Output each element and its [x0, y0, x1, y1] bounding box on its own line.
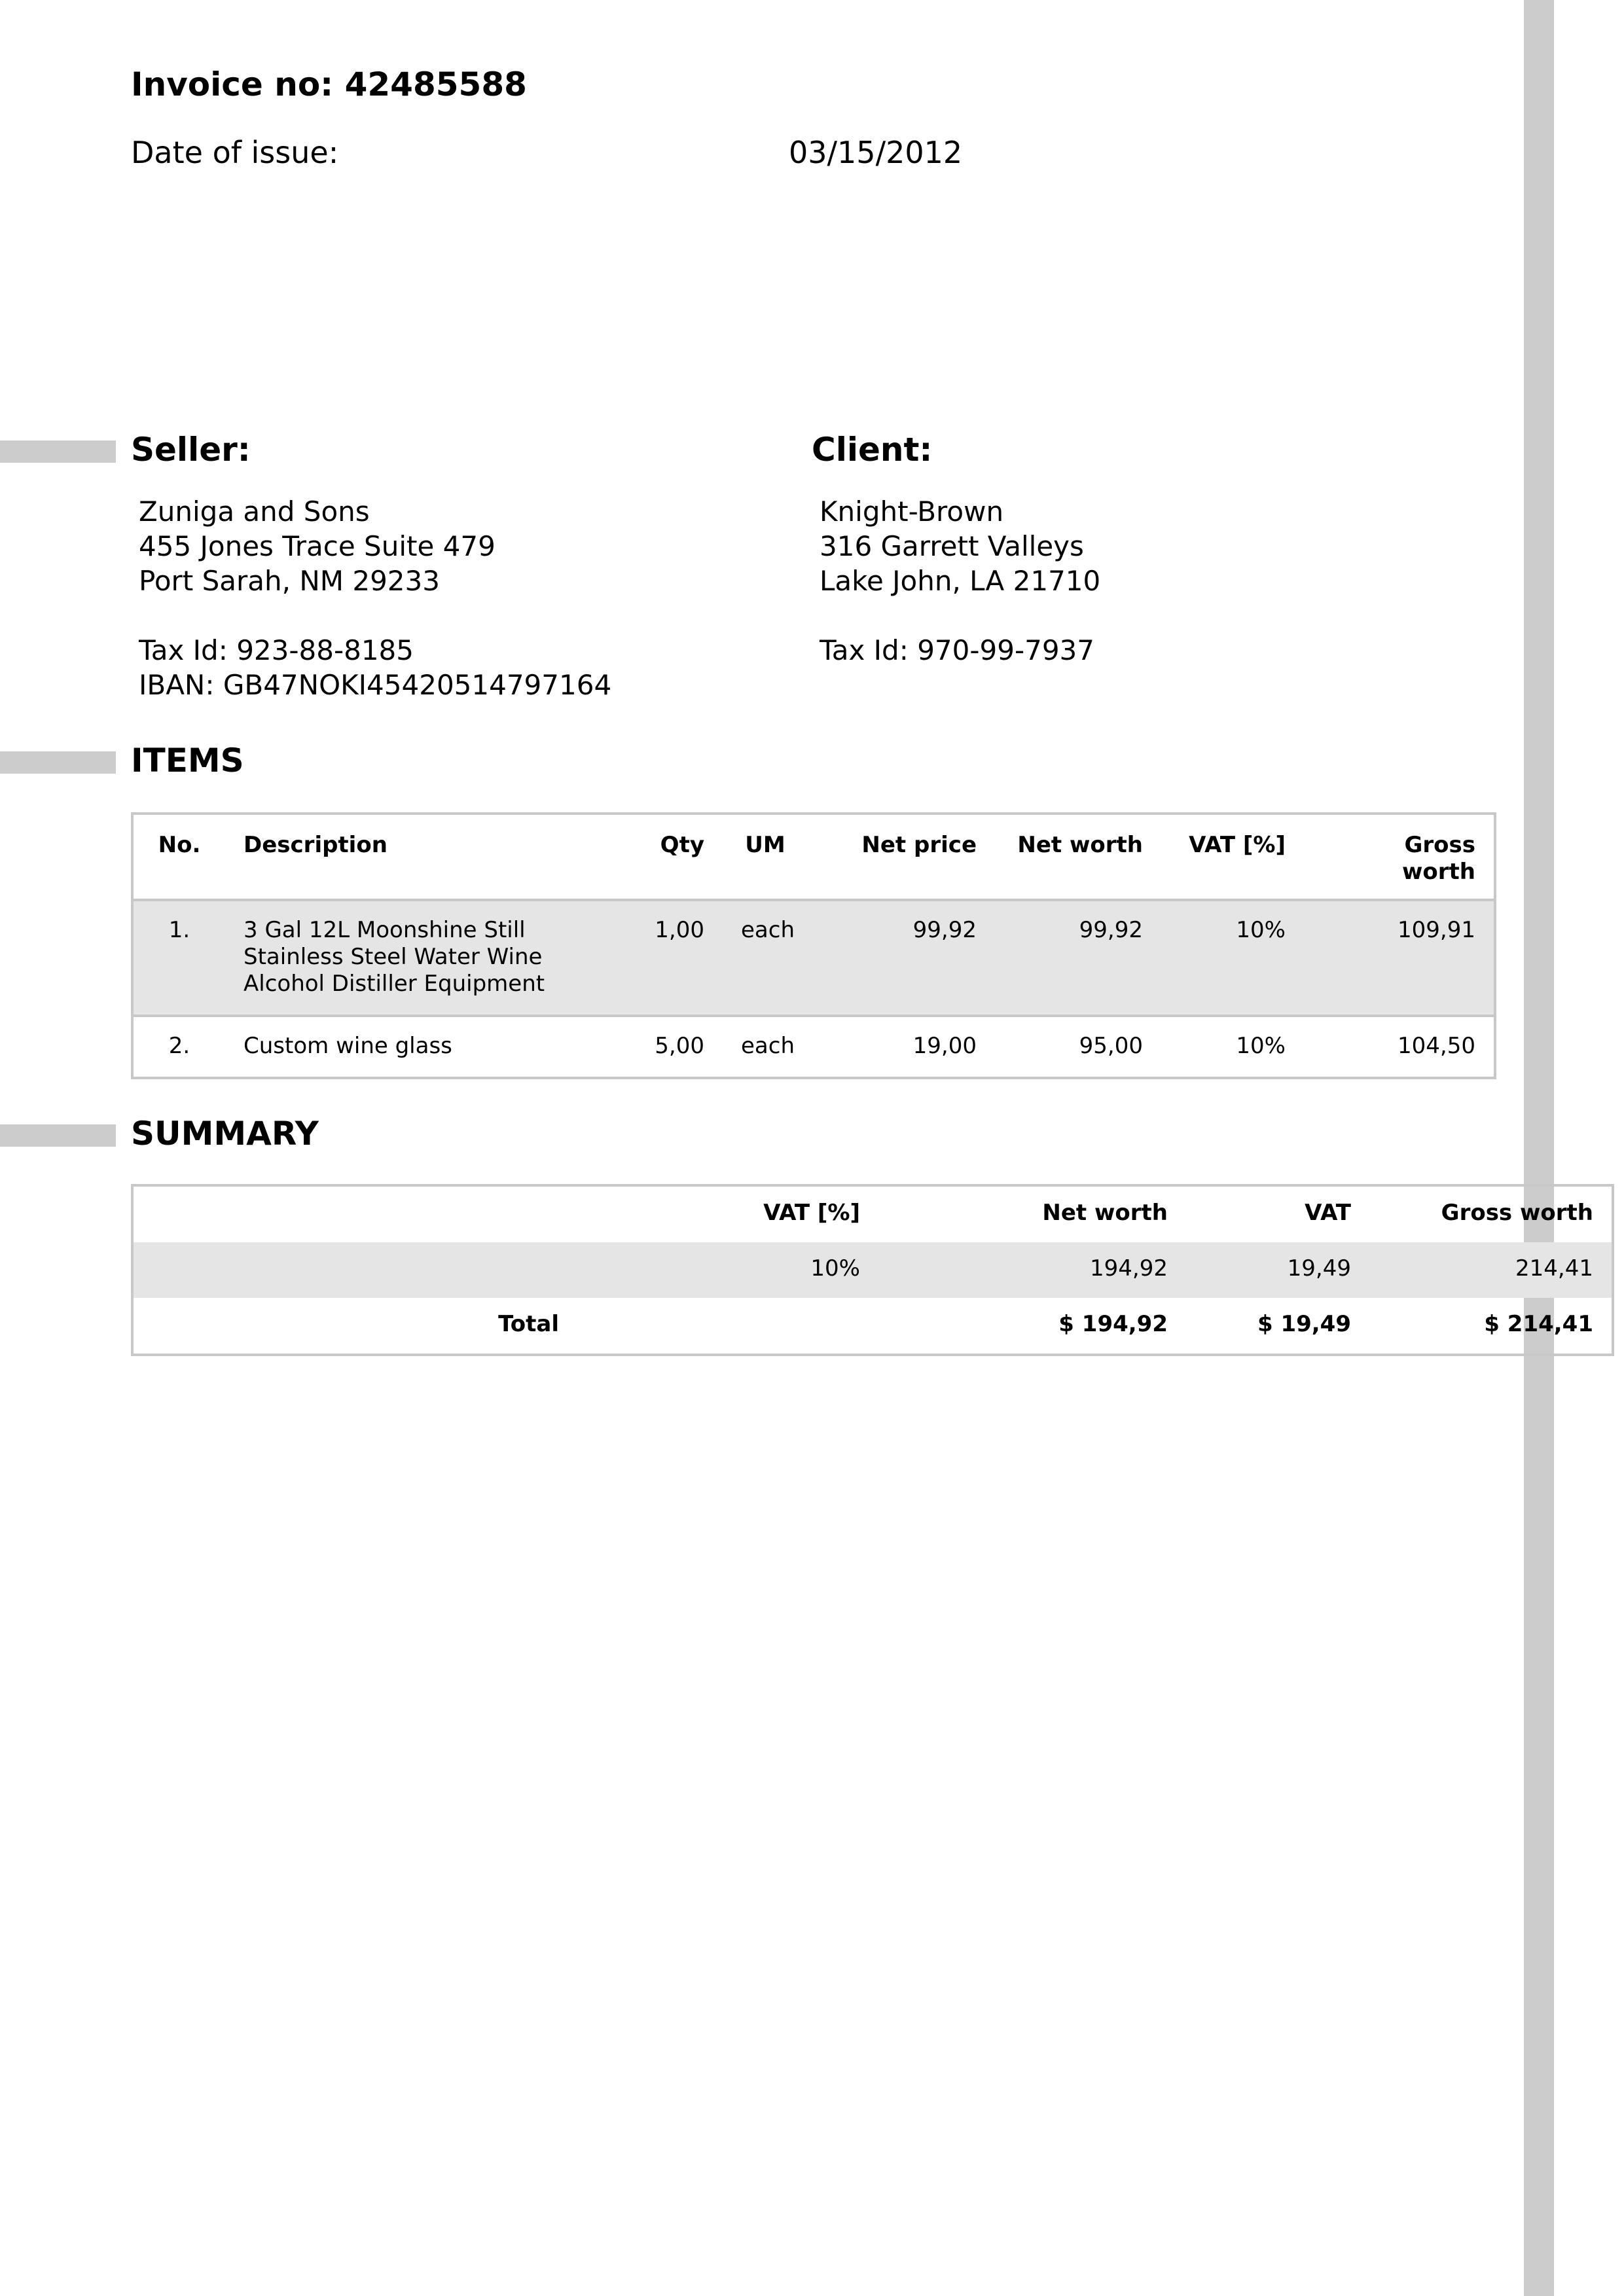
col-gross-worth-line2: worth — [1402, 859, 1475, 885]
invoice-number: Invoice no: 42485588 — [131, 65, 527, 103]
item-gross-worth: 109,91 — [1398, 917, 1475, 943]
seller-section-marker — [0, 440, 116, 463]
seller-street: 455 Jones Trace Suite 479 — [139, 530, 496, 562]
date-of-issue-label: Date of issue: — [131, 135, 339, 170]
client-city: Lake John, LA 21710 — [820, 565, 1101, 597]
summary-vat-rate: 10% — [810, 1255, 860, 1282]
summary-col-vat-rate: VAT [%] — [763, 1200, 860, 1226]
summary-vat: 19,49 — [1287, 1255, 1351, 1282]
col-um: UM — [745, 832, 785, 858]
items-heading: ITEMS — [131, 742, 244, 780]
client-heading: Client: — [812, 431, 933, 469]
item-no: 2. — [168, 1033, 190, 1059]
summary-total-vat: $ 19,49 — [1257, 1311, 1351, 1337]
item-net-worth: 95,00 — [1079, 1033, 1143, 1059]
seller-name: Zuniga and Sons — [139, 495, 370, 528]
item-qty: 5,00 — [655, 1033, 704, 1059]
col-gross-worth — [1304, 814, 1495, 900]
item-description-line: Alcohol Distiller Equipment — [244, 971, 545, 997]
summary-total-label: Total — [498, 1311, 559, 1337]
item-description-line: Stainless Steel Water Wine — [244, 944, 543, 970]
col-qty: Qty — [660, 832, 704, 858]
seller-iban: IBAN: GB47NOKI45420514797164 — [139, 669, 612, 701]
item-um: each — [741, 917, 795, 943]
item-net-price: 19,00 — [912, 1033, 977, 1059]
table-row — [132, 900, 1495, 1016]
col-no: No. — [158, 832, 201, 858]
summary-header-row — [132, 1185, 1613, 1242]
item-qty: 1,00 — [655, 917, 704, 943]
summary-gross-worth: 214,41 — [1515, 1255, 1593, 1282]
table-row — [132, 1016, 1495, 1078]
date-of-issue-value: 03/15/2012 — [789, 135, 963, 170]
summary-col-net-worth: Net worth — [1042, 1200, 1168, 1226]
item-vat: 10% — [1236, 917, 1286, 943]
seller-details — [139, 494, 611, 702]
item-um: each — [741, 1033, 795, 1059]
items-section-marker — [0, 751, 116, 774]
summary-col-vat: VAT — [1305, 1200, 1351, 1226]
seller-heading: Seller: — [131, 431, 251, 469]
item-description — [225, 1016, 592, 1078]
item-vat: 10% — [1236, 1033, 1286, 1059]
item-description-line: 3 Gal 12L Moonshine Still — [244, 917, 526, 943]
summary-total-row — [132, 1298, 1613, 1355]
summary-col-gross-worth: Gross worth — [1441, 1200, 1593, 1226]
col-net-worth: Net worth — [1017, 832, 1143, 858]
item-no: 1. — [168, 917, 190, 943]
client-details — [820, 494, 1100, 668]
col-vat: VAT [%] — [1189, 832, 1286, 858]
client-name: Knight-Brown — [820, 495, 1004, 528]
summary-total-net-worth: $ 194,92 — [1058, 1311, 1168, 1337]
item-net-price: 99,92 — [912, 917, 977, 943]
summary-heading: SUMMARY — [131, 1115, 319, 1153]
items-header-row — [132, 814, 1495, 900]
right-margin-bar — [1524, 0, 1554, 2296]
col-description: Description — [244, 832, 388, 858]
col-net-price: Net price — [861, 832, 977, 858]
item-net-worth: 99,92 — [1079, 917, 1143, 943]
item-description-line: Custom wine glass — [244, 1033, 452, 1059]
table-row — [132, 1242, 1613, 1298]
summary-table — [131, 1184, 1614, 1356]
seller-tax-id: Tax Id: 923-88-8185 — [139, 634, 414, 666]
col-gross-worth-line1: Gross — [1404, 832, 1475, 858]
client-street: 316 Garrett Valleys — [820, 530, 1084, 562]
seller-city: Port Sarah, NM 29233 — [139, 565, 440, 597]
client-tax-id: Tax Id: 970-99-7937 — [820, 634, 1094, 666]
summary-total-gross-worth: $ 214,41 — [1484, 1311, 1593, 1337]
summary-net-worth: 194,92 — [1090, 1255, 1168, 1282]
items-table — [131, 812, 1496, 1079]
summary-section-marker — [0, 1124, 116, 1147]
item-description — [225, 900, 592, 1016]
item-gross-worth: 104,50 — [1398, 1033, 1475, 1059]
